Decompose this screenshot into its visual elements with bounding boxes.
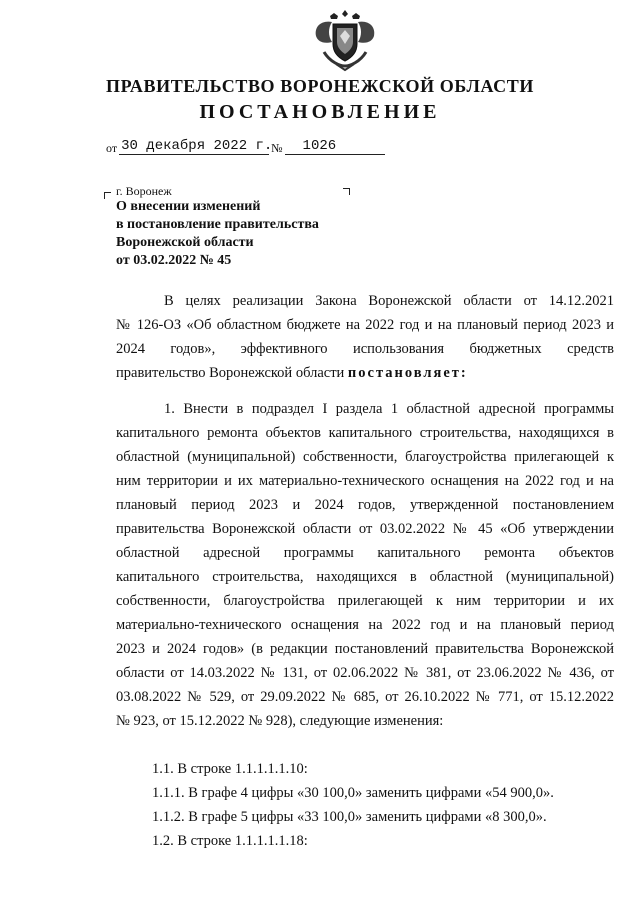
- point-1-line: ним территории и их материально-технического оснащения на 2022 год и на: [116, 473, 614, 489]
- subpoints: [116, 757, 614, 853]
- point-1-line: правительства Воронежской области от 03.02.2022 № 45 «Об утверждении: [116, 521, 614, 537]
- resolves-word: постановляет:: [347, 365, 468, 381]
- subpoint-line: 1.1. В строке 1.1.1.1.1.10:: [152, 761, 308, 777]
- subject-line: от 03.02.2022 № 45: [116, 253, 232, 268]
- point-1-line: областной адресной программы капитального ремонта объектов: [116, 545, 614, 561]
- point-1-line: 1. Внести в подраздел I раздела 1 областной адресной программы: [164, 401, 614, 417]
- subject-line: Воронежской области: [116, 235, 254, 250]
- date-from-label: от: [106, 141, 118, 155]
- point-1-line: 2023 и 2024 годов» (в редакции постановлений правительства Воронежской: [116, 641, 614, 657]
- preamble-line: 2024 годов», эффективного использования бюджетных средств: [116, 341, 614, 357]
- point-1-line: собственности, благоустройства прилегающей к ним территории и их: [116, 593, 614, 609]
- preamble-text: правительство Воронежской области: [116, 365, 348, 381]
- point-1-line: материально-технического оснащения на 2022 год и на плановый период: [116, 617, 614, 633]
- point-1-line: области от 14.03.2022 № 131, от 02.06.2022 № 381, от 23.06.2022 № 436, от: [116, 665, 614, 681]
- subject-line: в постановление правительства: [116, 217, 319, 232]
- coat-of-arms-icon: [310, 6, 380, 72]
- point-1: [116, 397, 614, 733]
- preamble-last-line: [116, 361, 614, 385]
- subject-corner-mark-left: [104, 192, 111, 199]
- document-date: 30 декабря 2022 г.: [121, 138, 273, 154]
- document-type-title: ПОСТАНОВЛЕНИЕ: [199, 101, 441, 123]
- preamble-line: № 126-ОЗ «Об областном бюджете на 2022 год и на плановый период 2023 и: [116, 317, 614, 333]
- subject-corner-mark-right: [343, 188, 350, 195]
- subpoint-line: 1.2. В строке 1.1.1.1.1.18:: [152, 833, 308, 849]
- subpoint-line: 1.1.2. В графе 5 цифры «33 100,0» заменить цифрами «8 300,0».: [152, 809, 547, 825]
- point-1-line: 03.08.2022 № 529, от 29.09.2022 № 685, от 26.10.2022 № 771, от 15.12.2022: [116, 689, 614, 705]
- subject-line: О внесении изменений: [116, 199, 261, 214]
- preamble: [116, 289, 614, 385]
- point-1-line: капитального ремонта объектов капитального строительства, находящихся в: [116, 425, 614, 441]
- document-subject: [116, 198, 319, 270]
- point-1-line: плановый период 2023 и 2024 годов, утвержденной постановлением: [116, 497, 614, 513]
- subpoint-line: 1.1.1. В графе 4 цифры «30 100,0» заменить цифрами «54 900,0».: [152, 785, 554, 801]
- document-number: 1026: [285, 138, 385, 155]
- point-1-line: № 923, от 15.12.2022 № 928), следующие изменения:: [116, 713, 444, 729]
- city-label: г. Воронеж: [116, 184, 172, 198]
- preamble-line: В целях реализации Закона Воронежской области от 14.12.2021: [164, 293, 614, 309]
- organization-title: ПРАВИТЕЛЬСТВО ВОРОНЕЖСКОЙ ОБЛАСТИ: [106, 76, 534, 96]
- point-1-line: областной (муниципальной) собственности, благоустройства прилегающей к: [116, 449, 614, 465]
- number-label: №: [271, 141, 283, 155]
- date-line: [104, 138, 385, 156]
- point-1-line: капитального строительства, находящихся в областной (муниципальной): [116, 569, 614, 585]
